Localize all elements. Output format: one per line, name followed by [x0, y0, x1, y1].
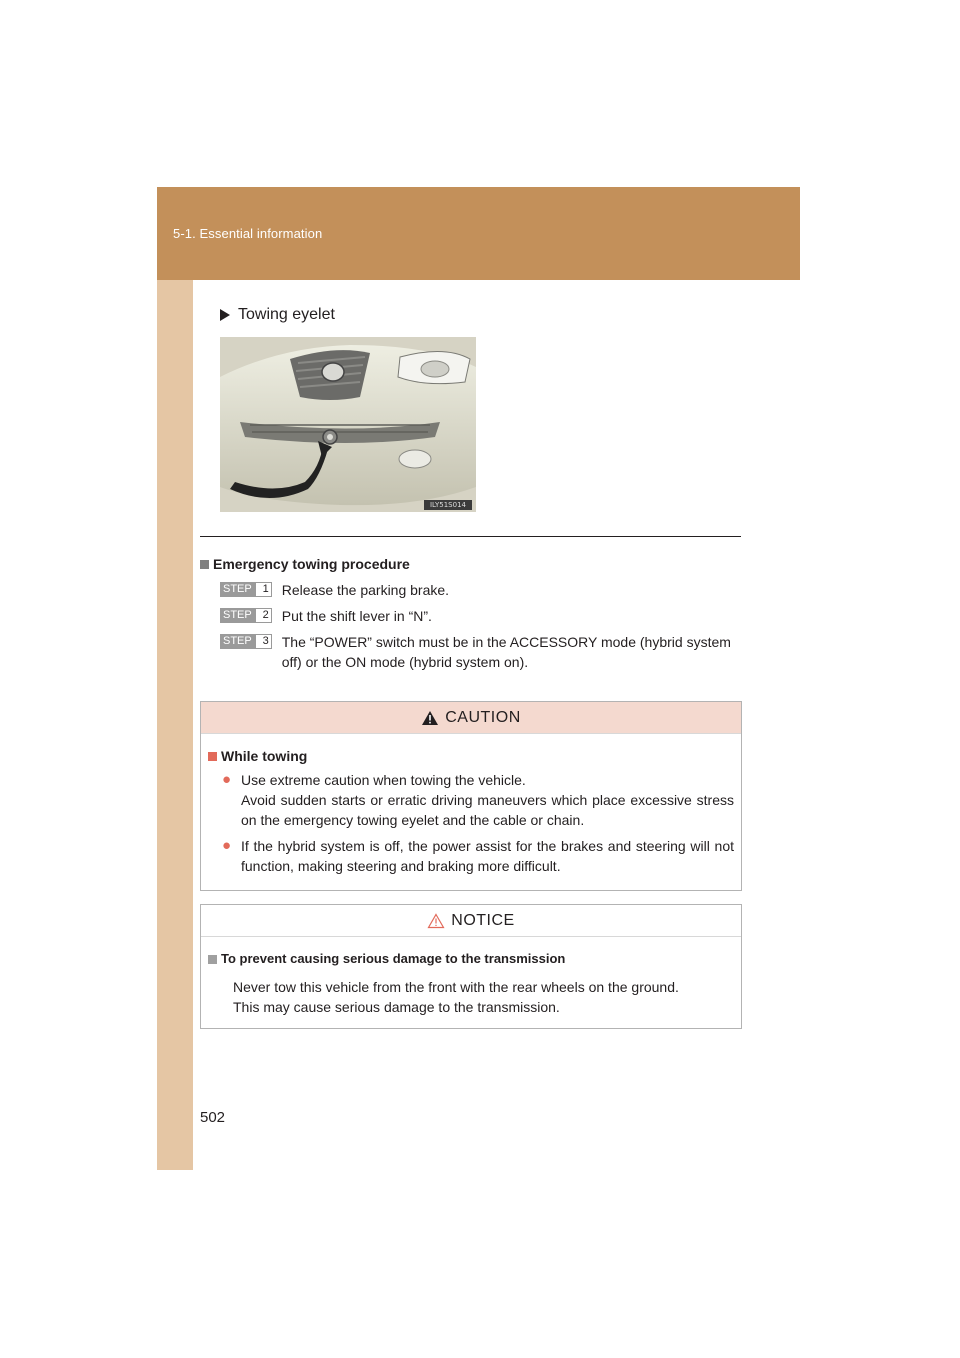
step-number: 3	[255, 634, 272, 649]
square-bullet-icon	[200, 560, 209, 569]
bullet-line: Avoid sudden starts or erratic driving maneuvers which place excessive stress on the emergency towing eyelet and the cable or chain.	[241, 792, 734, 828]
step-text: The “POWER” switch must be in the ACCESSORY mode (hybrid system off) or the ON mode (hybrid system on).	[281, 634, 731, 670]
towing-eyelet-illustration	[220, 337, 476, 512]
step-number: 2	[255, 608, 272, 623]
step-badge	[220, 608, 272, 623]
caution-subheading	[208, 746, 734, 766]
step-text: Release the parking brake.	[281, 582, 450, 598]
step-item	[220, 580, 740, 600]
notice-subheading-text: To prevent causing serious damage to the transmission	[221, 951, 566, 966]
notice-line: Never tow this vehicle from the front with the rear wheels on the ground.	[233, 979, 679, 995]
procedure-heading	[200, 556, 410, 572]
square-bullet-icon	[208, 752, 217, 761]
notice-title: NOTICE	[451, 911, 515, 929]
section-title: 5-1. Essential information	[173, 226, 323, 241]
step-item	[220, 632, 740, 672]
left-margin-strip	[157, 280, 193, 1170]
caution-header	[201, 702, 741, 734]
illustration-code: ILY51S014	[424, 500, 472, 510]
caution-title: CAUTION	[445, 708, 521, 726]
warning-triangle-icon	[421, 710, 439, 726]
caution-box	[200, 701, 742, 891]
procedure-heading-text: Emergency towing procedure	[213, 556, 410, 572]
subheading-text: Towing eyelet	[238, 306, 335, 323]
bullet-line: If the hybrid system is off, the power assist for the brakes and steering will not function, making steering and braking more difficult.	[241, 838, 734, 874]
circle-bullet-icon: ●	[222, 837, 232, 854]
section-divider	[200, 536, 741, 537]
warning-outline-icon	[427, 913, 445, 929]
subheading	[220, 306, 335, 324]
caution-bullet	[208, 836, 734, 876]
step-item	[220, 606, 740, 626]
notice-subheading	[208, 949, 734, 969]
square-bullet-icon	[208, 955, 217, 964]
step-badge	[220, 582, 272, 597]
step-badge	[220, 634, 272, 649]
step-word: STEP	[220, 634, 255, 649]
notice-line: This may cause serious damage to the transmission.	[233, 999, 560, 1015]
circle-bullet-icon: ●	[222, 771, 232, 788]
page-number: 502	[200, 1109, 226, 1126]
notice-box	[200, 904, 742, 1029]
notice-header	[201, 905, 741, 937]
step-text: Put the shift lever in “N”.	[281, 608, 432, 624]
caution-bullet	[208, 770, 734, 830]
bullet-line: Use extreme caution when towing the vehicle.	[241, 772, 526, 788]
triangle-right-icon	[220, 309, 230, 321]
step-number: 1	[255, 582, 272, 597]
step-word: STEP	[220, 582, 255, 597]
caution-subheading-text: While towing	[221, 748, 308, 764]
step-word: STEP	[220, 608, 255, 623]
